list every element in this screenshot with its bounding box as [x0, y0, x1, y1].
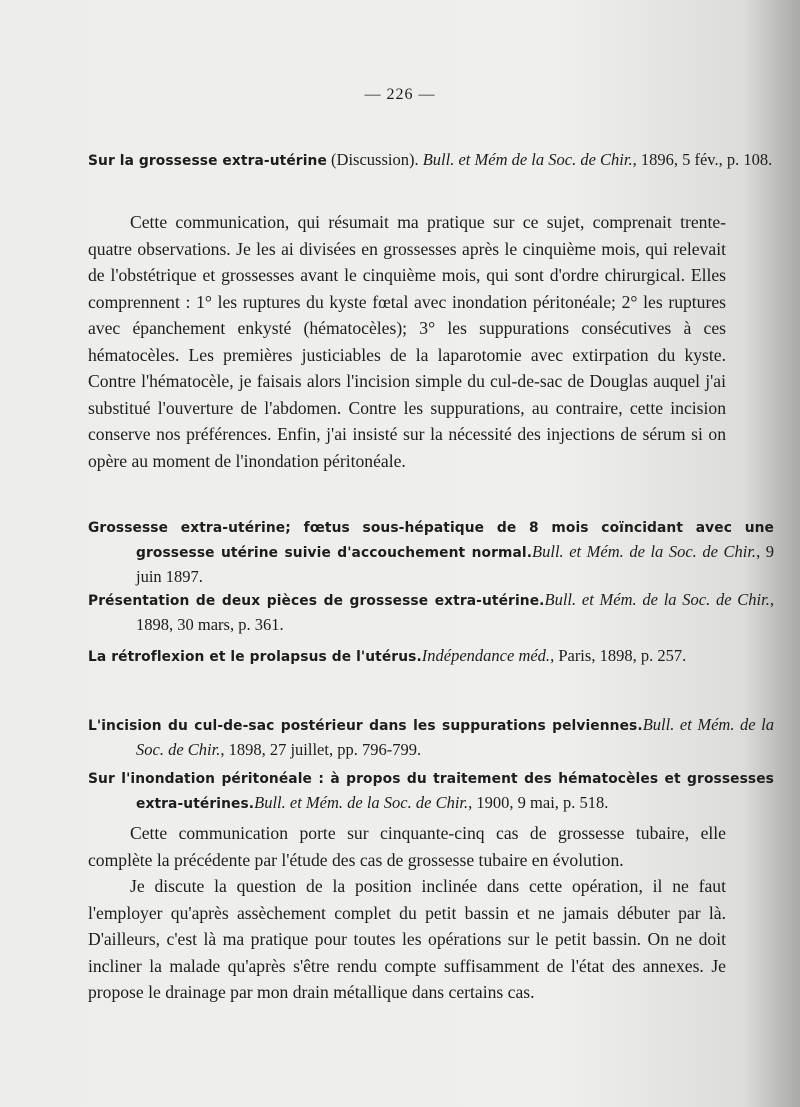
bibliography-entry [88, 588, 774, 636]
entry-details: , 1896, 5 fév., p. 108. [632, 150, 773, 169]
entry-journal: Indépendance méd. [421, 646, 551, 665]
entry-title: Présentation de deux pièces de grossesse extra-utérine. [88, 593, 545, 609]
entry-journal: Bull. et Mém. de la Soc. de Chir. [532, 542, 757, 561]
bibliography-entry [88, 148, 774, 173]
entry-journal: Bull. et Mém. de la Soc. de Chir. [254, 793, 469, 812]
bibliography-entry [88, 644, 774, 669]
bibliography-entry [88, 515, 774, 588]
entry-title: Sur l'inondation péritonéale : à propos du traitement des hématocèles et grossesses extra-utérines. [88, 771, 774, 812]
summary-paragraph [88, 209, 726, 474]
paragraph-text: Cette communication porte sur cinquante-cinq cas de grossesse tubaire, elle complète la précédente par l'étude des cas de grossesse tubaire en évolution. [88, 823, 726, 870]
page-number: — 226 — [364, 86, 436, 103]
entry-details: , 1898, 27 juillet, pp. 796-799. [220, 740, 422, 759]
entry-title: La rétroflexion et le prolapsus de l'utérus. [88, 649, 422, 665]
paragraph-text: Cette communication, qui résumait ma pratique sur ce sujet, comprenait trente-quatre observations. Je les ai divisées en grossesses après le cinquième mois, qui relevait de l'obstétrique et grossesses avant le cinquième mois, qui sont d'ordre chirurgical. Elles comprennent : 1° les ruptures du kyste fœtal avec inondation péritonéale; 2° les ruptures avec épanchement enkysté (hématocèles); 3° les suppurations consécutives à ces hématocèles. Les premières justiciables de la laparotomie avec extirpation du kyste. Contre l'hématocèle, je faisais alors l'incision simple du cul-de-sac de Douglas auquel j'ai substitué l'ouverture de l'abdomen. Contre les suppurations, au contraire, cette incision conserve nos préférences. Enfin, j'ai insisté sur la nécessité des injections de sérum si on opère au moment de l'inondation péritonéale. [88, 212, 726, 471]
paragraph-text: Je discute la question de la position inclinée dans cette opération, il ne faut l'employer qu'après assèchement complet du petit bassin et ne jamais débuter par là. D'ailleurs, c'est là ma pratique pour toutes les opérations sur le petit bassin. On ne doit incliner la malade qu'après s'être rendu compte suffisamment de l'état des annexes. Je propose le drainage par mon drain métallique dans certains cas. [88, 876, 726, 1002]
bibliography-entry [88, 766, 774, 816]
entry-journal: Bull. et Mém. de la Soc. de Chir. [544, 590, 770, 609]
entry-details: , Paris, 1898, p. 257. [550, 646, 687, 665]
entry-details: , 1898, 30 mars, p. 361. [136, 590, 774, 634]
entry-title: L'incision du cul-de-sac postérieur dans les suppurations pelviennes. [88, 718, 643, 734]
summary-paragraph [88, 820, 726, 1006]
entry-title: Grossesse extra-utérine; fœtus sous-hépatique de 8 mois coïncidant avec une grossesse utérine suivie d'accouchement normal. [88, 520, 774, 561]
entry-journal: Bull. et Mém de la Soc. de Chir. [422, 150, 633, 169]
bibliography-entry [88, 713, 774, 761]
entry-details: , 1900, 9 mai, p. 518. [468, 793, 609, 812]
entry-details: , 9 juin 1897. [136, 542, 774, 586]
entry-title: Sur la grossesse extra-utérine [88, 153, 327, 169]
entry-journal: Bull. et Mém. de la Soc. de Chir. [136, 715, 775, 759]
entry-note: (Discussion). [326, 150, 423, 169]
